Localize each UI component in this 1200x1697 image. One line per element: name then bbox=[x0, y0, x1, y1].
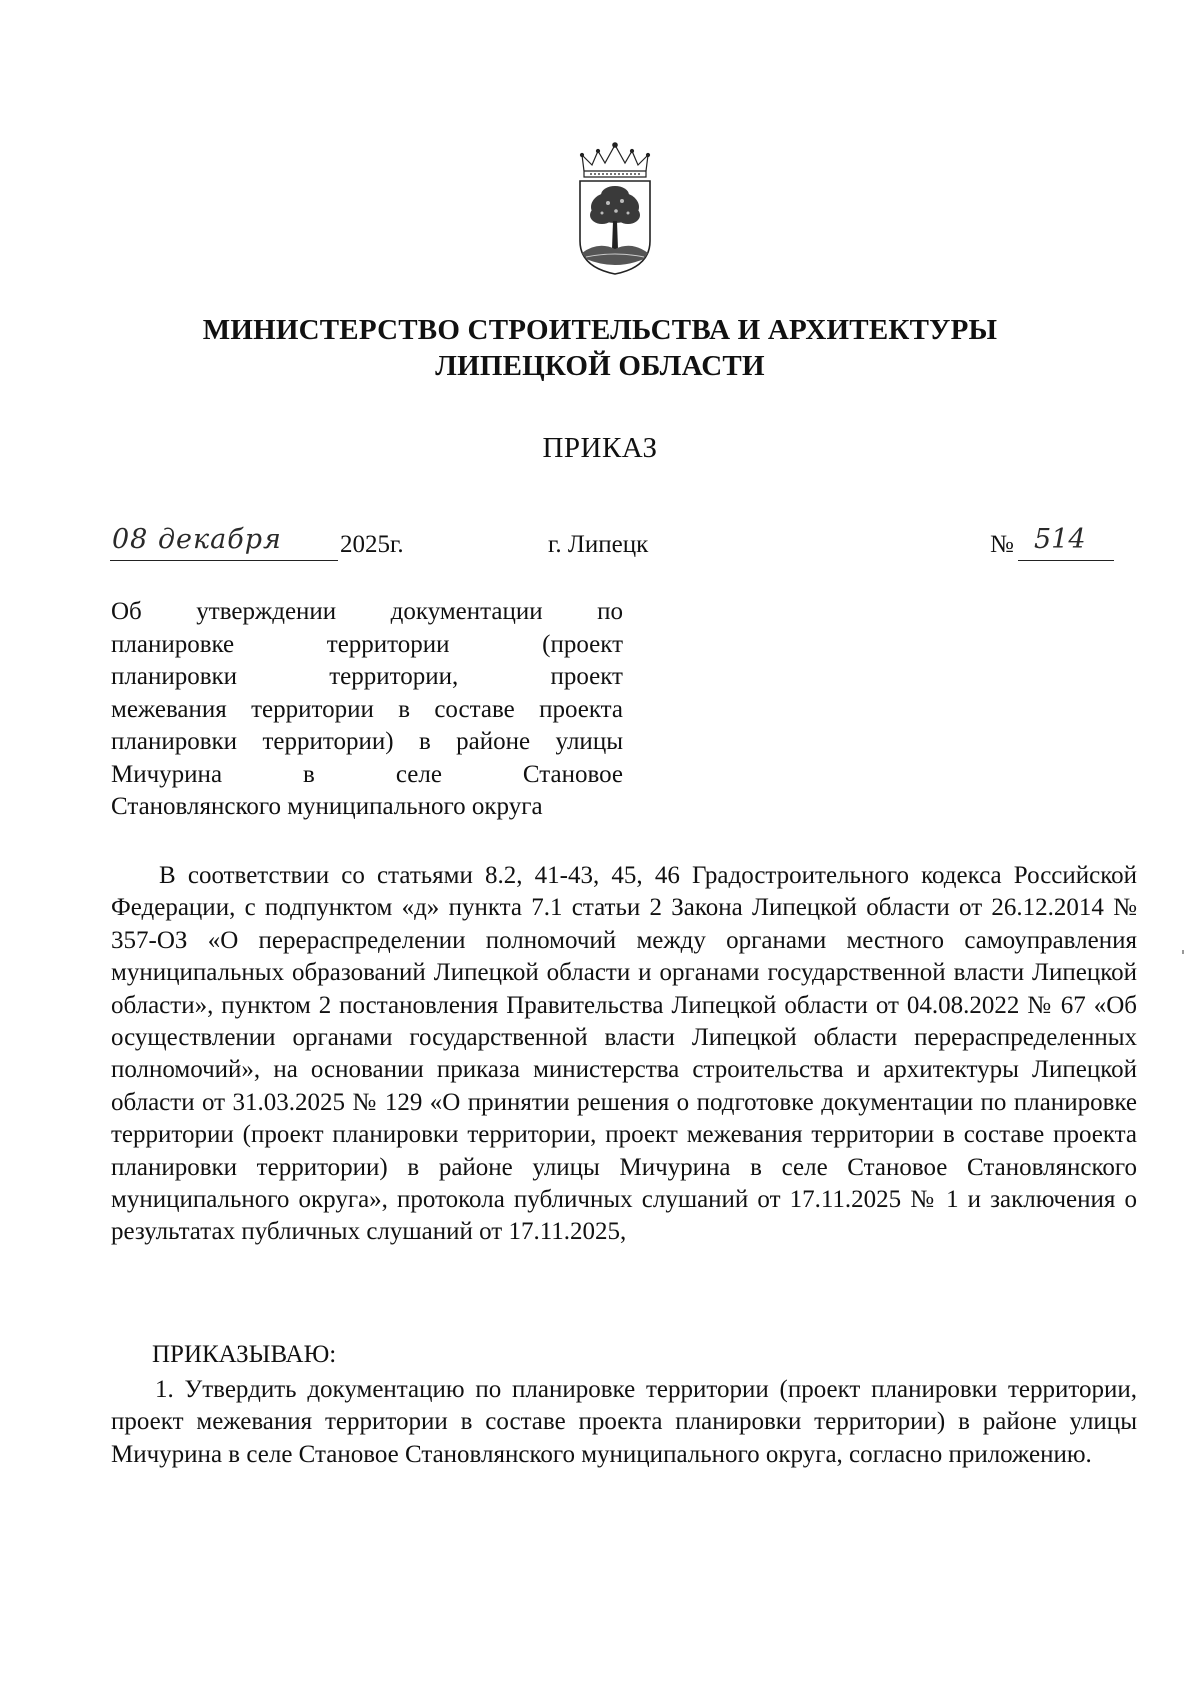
year-label: 2025г. bbox=[340, 531, 404, 558]
handwritten-date: 08 декабря bbox=[112, 524, 282, 555]
handwritten-number: 514 bbox=[1034, 524, 1086, 555]
scan-speck bbox=[1182, 950, 1184, 954]
directive-heading: ПРИКАЗЫВАЮ: bbox=[152, 1341, 337, 1368]
subject-line: межевания территории в составе проекта bbox=[111, 695, 623, 723]
number-field bbox=[1018, 524, 1114, 561]
document-type-title: ПРИКАЗ bbox=[542, 432, 658, 464]
subject-line: планировке территории (проект bbox=[111, 630, 623, 658]
ministry-name-line1: МИНИСТЕРСТВО СТРОИТЕЛЬСТВА И АРХИТЕКТУРЫ bbox=[202, 314, 998, 346]
date-field bbox=[110, 524, 338, 561]
number-label: № bbox=[990, 531, 1014, 558]
subject-block bbox=[111, 596, 623, 824]
ministry-name-line2: ЛИПЕЦКОЙ ОБЛАСТИ bbox=[435, 350, 765, 382]
preamble-paragraph: В соответствии со статьями 8.2, 41-43, 45, 46 Градостроительного кодекса Российской Федерации, с подпунктом «д» пункта 7.1 статьи 2 Закона Липецкой области от 26.12.2014 № 357-ОЗ «О перераспределении полномочий между органами местного самоуправления муниципальных образований Липецкой области и органами государственной власти Липецкой области», пунктом 2 постановления Правительства Липецкой области от 04.08.2022 № 67 «Об осуществлении органами государственной власти Липецкой области перераспределенных полномочий», на основании приказа министерства строительства и архитектуры Липецкой области от 31.03.2025 № 129 «О принятии решения о подготовке документации по планировке территории (проект планировки территории, проект межевания территории в составе проекта планировки территории) в районе улицы Мичурина в селе Становое Становлянского муниципального округа», протокола публичных слушаний от 17.11.2025 № 1 и заключения о результатах публичных слушаний от 17.11.2025, bbox=[111, 862, 1137, 1246]
subject-line: планировки территории, проект bbox=[111, 663, 623, 690]
subject-line: Мичурина в селе Становое bbox=[111, 760, 623, 788]
city-label: г. Липецк bbox=[548, 531, 649, 558]
coat-of-arms-icon bbox=[572, 141, 658, 276]
subject-line: Об утверждении документации по bbox=[111, 598, 623, 625]
subject-line: Становлянского муниципального округа bbox=[111, 793, 543, 820]
order-item-1: 1. Утвердить документацию по планировке территории (проект планировки территории, проект межевания территории в составе проекта планировки территории) в районе улицы Мичурина в селе Становое Становлянского муниципального округа, согласно приложению. bbox=[111, 1376, 1137, 1468]
subject-line: планировки территории) в районе улицы bbox=[111, 728, 623, 755]
